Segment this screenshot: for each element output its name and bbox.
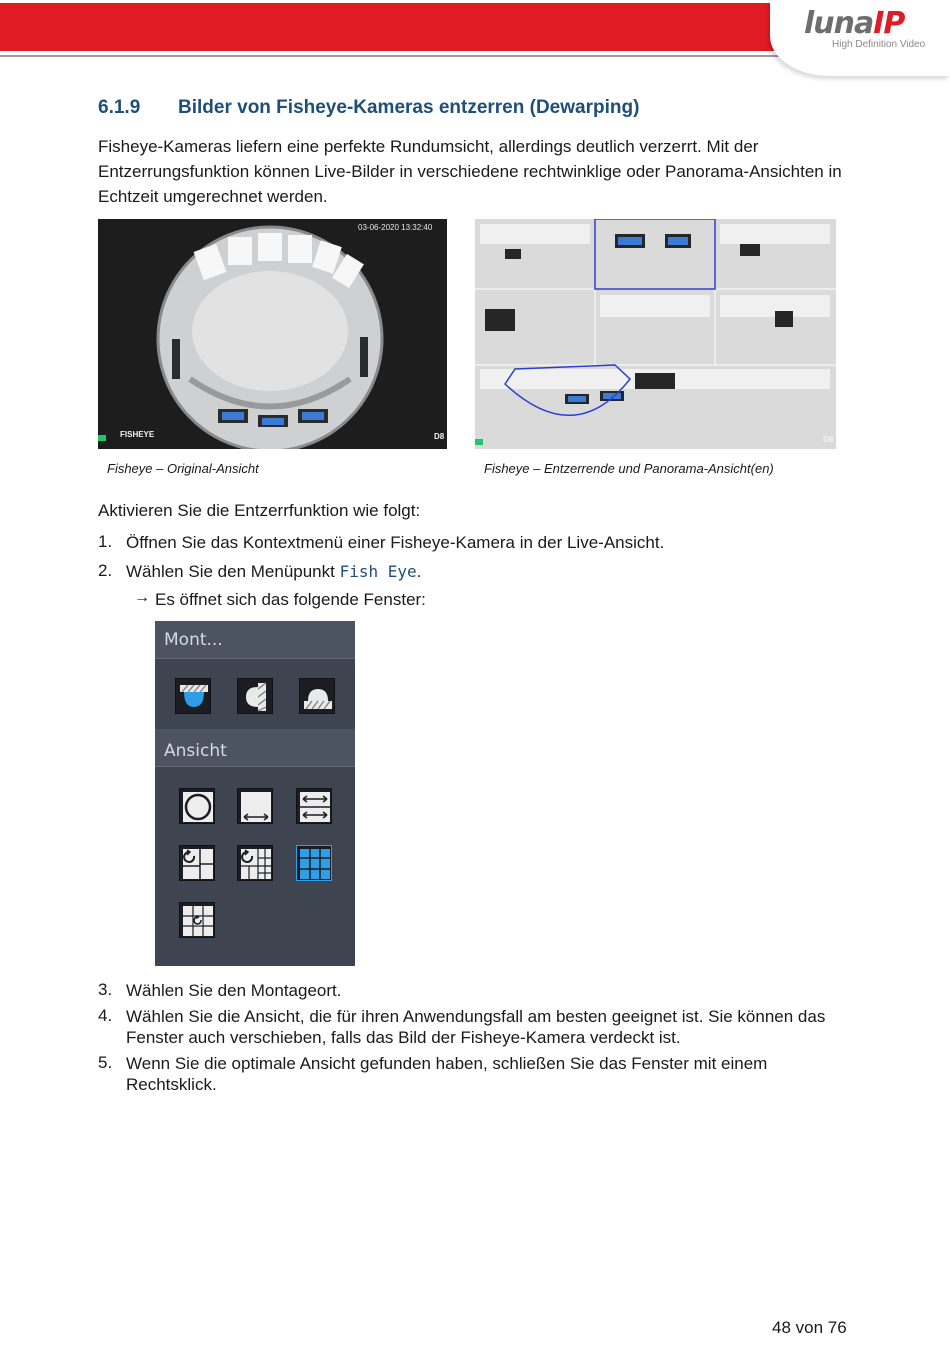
header-rule [0, 55, 830, 57]
step-3-number: 3. [98, 980, 113, 999]
header-red-bar [0, 3, 800, 51]
wall-mount-icon[interactable] [237, 678, 273, 714]
fisheye-plus-4-view-icon[interactable] [296, 845, 332, 881]
fisheye-label: FISHEYE [120, 430, 155, 439]
step-5-text: Wenn Sie die optimale Ansicht gefunden haben, schließen Sie das Fenster mit einem Rechtsklick. [126, 1054, 768, 1094]
step-4-text: Wählen Sie die Ansicht, die für ihren Anwendungsfall am besten geeignet ist. Sie können das Fenster auch verschieben, falls das Bild der Fisheye-Kamera verdeckt ist. [126, 1007, 826, 1047]
fisheye-dewarped-image [475, 219, 836, 449]
menu-item-fish-eye: Fish Eye [339, 562, 417, 581]
ceiling-mount-icon[interactable] [175, 678, 211, 714]
fisheye-view-icon[interactable] [179, 788, 215, 824]
panorama-view-icon[interactable] [237, 788, 273, 824]
view-header [155, 729, 355, 767]
fisheye-plus-8-view-icon[interactable] [237, 845, 273, 881]
fisheye-plus-3-view-icon[interactable] [179, 845, 215, 881]
step-5-number: 5. [98, 1053, 113, 1072]
section-title: Bilder von Fisheye-Kameras entzerren (Dewarping) [178, 97, 640, 118]
view-title: Ansicht [164, 741, 227, 761]
section-number: 6.1.9 [98, 97, 141, 118]
step-3-text: Wählen Sie den Montageort. [126, 981, 342, 1000]
caption-dewarped: Fisheye – Entzerrende und Panorama-Ansicht(en) [484, 461, 774, 476]
fisheye-plus-3x3-view-icon[interactable] [179, 902, 215, 938]
instructions-lead: Aktivieren Sie die Entzerrfunktion wie folgt: [98, 501, 421, 520]
step-2-text-after: . [416, 562, 422, 581]
logo-accent: IP [873, 6, 905, 41]
result-arrow-icon: → [134, 589, 150, 606]
step-1-number: 1. [98, 532, 113, 551]
desk-mount-icon[interactable] [299, 678, 335, 714]
step-2-text-before: Wählen Sie den Menüpunkt [126, 562, 340, 581]
double-panorama-view-icon[interactable] [296, 788, 332, 824]
fisheye-dialog [155, 621, 355, 966]
page-number: 48 von 76 [772, 1318, 847, 1337]
mount-header [155, 621, 355, 659]
fisheye-original-image [98, 219, 447, 449]
fisheye-channel: D8 [434, 432, 445, 441]
page-header [0, 0, 950, 58]
step-4-number: 4. [98, 1006, 113, 1025]
fisheye-timestamp: 03-06-2020 13:32:40 [358, 223, 433, 232]
logo-tagline: High Definition Video [832, 39, 926, 50]
result-text: Es öffnet sich das folgende Fenster: [155, 590, 426, 609]
step-1-text: Öffnen Sie das Kontextmenü einer Fisheye-Kamera in der Live-Ansicht. [126, 533, 665, 552]
mount-title: Mont... [164, 630, 223, 650]
logo-main: luna [804, 6, 874, 41]
brand-logo [804, 6, 904, 41]
dewarp-channel: D8 [823, 435, 834, 444]
step-2-number: 2. [98, 561, 113, 580]
step-2-text [126, 561, 846, 582]
intro-paragraph: Fisheye-Kameras liefern eine perfekte Rundumsicht, allerdings deutlich verzerrt. Mit der Entzerrungsfunktion können Live-Bilder in verschiedene rechtwinklige oder Panorama-Ansichten in Echtzeit umgerechnet werden. [98, 137, 842, 206]
caption-original: Fisheye – Original-Ansicht [107, 461, 259, 476]
